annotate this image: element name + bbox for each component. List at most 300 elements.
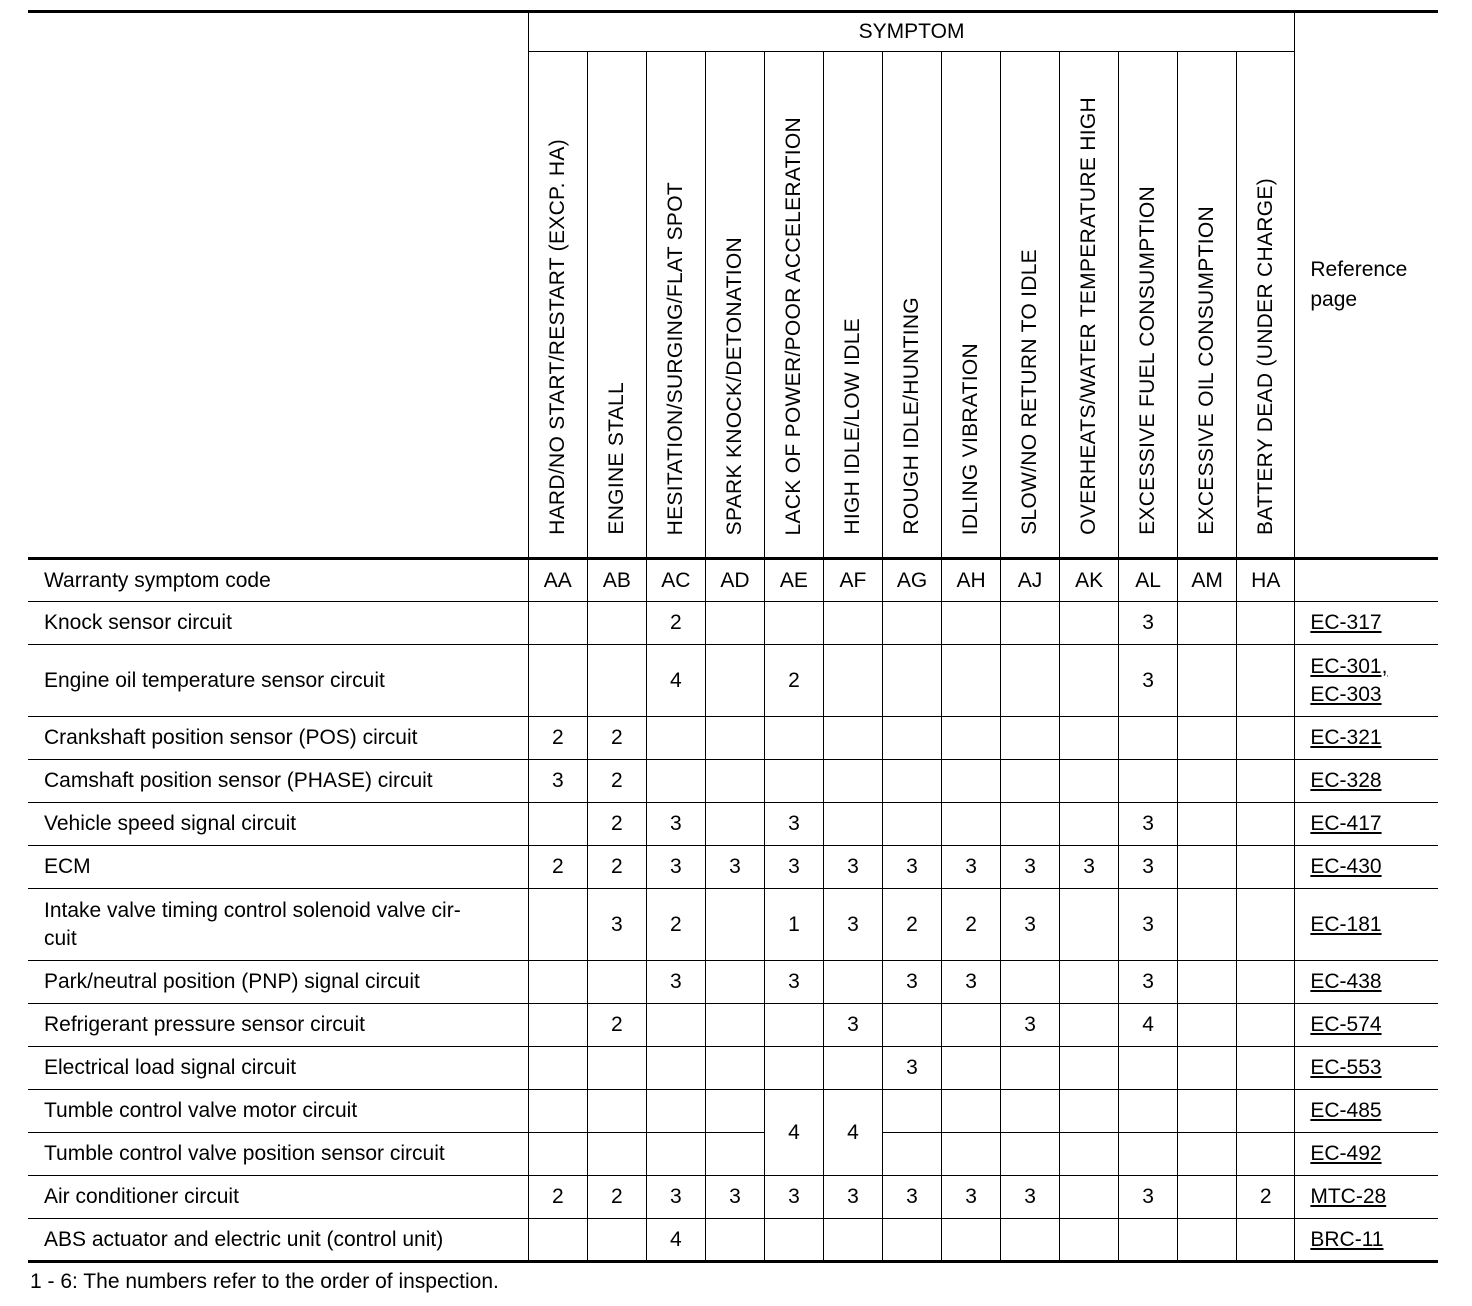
row-label-text: Crankshaft position sensor (POS) circuit xyxy=(44,726,418,749)
symptom-priority-cell xyxy=(1060,889,1119,961)
symptom-priority-cell xyxy=(1237,717,1295,760)
symptom-priority-cell: 2 xyxy=(587,1176,646,1219)
symptom-priority-cell xyxy=(882,602,941,645)
symptom-priority-cell xyxy=(942,1047,1001,1090)
symptom-priority-cell xyxy=(1060,717,1119,760)
symptom-priority-cell xyxy=(1178,1047,1237,1090)
symptom-priority-cell xyxy=(823,645,882,717)
symptom-priority-cell: 2 xyxy=(587,803,646,846)
symptom-priority-cell xyxy=(1237,961,1295,1004)
symptom-priority-cell xyxy=(1060,602,1119,645)
symptom-priority-cell xyxy=(646,1047,705,1090)
reference-page-link[interactable]: BRC-11 xyxy=(1310,1227,1384,1251)
symptom-priority-cell xyxy=(942,602,1001,645)
table-row xyxy=(28,645,1438,717)
reference-page-link[interactable]: EC-417 xyxy=(1310,812,1382,835)
symptom-priority-cell: 2 xyxy=(587,717,646,760)
table-row xyxy=(28,961,1438,1004)
symptom-priority-cell: 3 xyxy=(764,961,823,1004)
symptom-priority-cell xyxy=(587,961,646,1004)
symptom-code: AG xyxy=(882,559,941,602)
symptom-priority-cell: 3 xyxy=(646,1176,705,1219)
symptom-priority-cell xyxy=(1178,760,1237,803)
symptom-priority-cell: 3 xyxy=(882,846,941,889)
symptom-priority-cell xyxy=(1060,803,1119,846)
row-label xyxy=(28,1047,528,1090)
row-label-text: Intake valve timing control solenoid valve cir- xyxy=(44,898,461,922)
reference-page-link[interactable]: EC-303 xyxy=(1310,682,1382,706)
symptom-priority-cell xyxy=(1178,803,1237,846)
reference-page-link[interactable]: EC-438 xyxy=(1310,970,1382,993)
reference-page-cell xyxy=(1295,760,1438,803)
symptom-priority-cell: 3 xyxy=(646,961,705,1004)
symptom-code: AL xyxy=(1119,559,1178,602)
symptom-code: AM xyxy=(1178,559,1237,602)
symptom-priority-cell xyxy=(882,760,941,803)
reference-page-link[interactable]: EC-328 xyxy=(1310,769,1382,792)
symptom-priority-cell xyxy=(1237,803,1295,846)
symptom-priority-cell xyxy=(1060,1219,1119,1262)
symptom-priority-cell xyxy=(823,717,882,760)
symptom-priority-cell xyxy=(882,645,941,717)
symptom-priority-cell xyxy=(646,717,705,760)
row-label-text: ABS actuator and electric unit (control unit) xyxy=(44,1227,444,1251)
symptom-priority-cell: 3 xyxy=(1060,846,1119,889)
symptom-column-name: HIGH IDLE/LOW IDLE xyxy=(840,318,864,535)
symptom-priority-cell: 3 xyxy=(1119,602,1178,645)
symptom-priority-cell xyxy=(587,645,646,717)
symptom-priority-cell xyxy=(764,717,823,760)
symptom-priority-cell: 3 xyxy=(882,961,941,1004)
symptom-priority-cell xyxy=(823,602,882,645)
symptom-priority-cell xyxy=(1237,1004,1295,1047)
symptom-priority-cell xyxy=(882,1133,941,1176)
symptom-priority-cell: 2 xyxy=(764,645,823,717)
reference-page-link[interactable]: EC-574 xyxy=(1310,1013,1382,1036)
symptom-priority-cell: 3 xyxy=(942,846,1001,889)
symptom-code: AA xyxy=(528,559,587,602)
symptom-priority-cell: 3 xyxy=(942,961,1001,1004)
symptom-column-name: ENGINE STALL xyxy=(604,382,628,535)
row-label-text: Engine oil temperature sensor circuit xyxy=(44,668,385,692)
symptom-priority-cell xyxy=(705,645,764,717)
symptom-column-header xyxy=(705,52,764,559)
row-label-text: Tumble control valve position sensor circuit xyxy=(44,1142,445,1165)
symptom-column-header xyxy=(764,52,823,559)
symptom-priority-cell xyxy=(823,803,882,846)
symptom-priority-cell xyxy=(1237,1047,1295,1090)
symptom-priority-cell xyxy=(528,961,587,1004)
symptom-priority-cell xyxy=(705,1090,764,1133)
symptom-priority-cell xyxy=(1060,1133,1119,1176)
symptom-priority-cell xyxy=(1001,645,1060,717)
symptom-priority-cell xyxy=(705,961,764,1004)
symptom-priority-cell xyxy=(1178,602,1237,645)
table-row xyxy=(28,803,1438,846)
symptom-column-name: EXCESSIVE FUEL CONSUMPTION xyxy=(1136,186,1160,535)
symptom-priority-cell: 3 xyxy=(705,1176,764,1219)
symptom-code: AC xyxy=(646,559,705,602)
reference-page-cell xyxy=(1295,846,1438,889)
symptom-priority-cell xyxy=(1237,760,1295,803)
table-row xyxy=(28,1219,1438,1262)
symptom-column-name: HESITATION/SURGING/FLAT SPOT xyxy=(663,181,687,535)
symptom-priority-cell: 3 xyxy=(764,1176,823,1219)
symptom-priority-cell xyxy=(528,1090,587,1133)
symptom-code: AJ xyxy=(1001,559,1060,602)
symptom-column-name: SLOW/NO RETURN TO IDLE xyxy=(1018,249,1042,535)
reference-page-cell xyxy=(1295,645,1438,717)
symptom-priority-cell xyxy=(1001,1133,1060,1176)
symptom-priority-cell xyxy=(705,717,764,760)
row-label-text: ECM xyxy=(44,855,91,878)
symptom-column-header xyxy=(587,52,646,559)
symptom-priority-cell xyxy=(1178,1219,1237,1262)
row-label-text: Air conditioner circuit xyxy=(44,1185,239,1208)
symptom-column-header xyxy=(1001,52,1060,559)
symptom-priority-cell: 3 xyxy=(823,889,882,961)
symptom-priority-cell xyxy=(646,1090,705,1133)
symptom-priority-cell xyxy=(1001,1047,1060,1090)
symptom-priority-cell xyxy=(942,645,1001,717)
reference-page-cell xyxy=(1295,889,1438,961)
row-label xyxy=(28,846,528,889)
symptom-priority-cell xyxy=(1060,1176,1119,1219)
symptom-code: AB xyxy=(587,559,646,602)
row-label-text: Park/neutral position (PNP) signal circuit xyxy=(44,970,420,993)
row-label-text-continued: cuit xyxy=(44,926,77,950)
symptom-header: SYMPTOM xyxy=(528,12,1295,52)
symptom-priority-cell: 2 xyxy=(587,1004,646,1047)
reference-header xyxy=(1295,12,1438,559)
row-label xyxy=(28,961,528,1004)
row-label xyxy=(28,889,528,961)
table-row xyxy=(28,1004,1438,1047)
symptom-priority-cell xyxy=(705,803,764,846)
row-label-text: Knock sensor circuit xyxy=(44,611,232,634)
table-row xyxy=(28,1176,1438,1219)
reference-page-link[interactable]: EC-492 xyxy=(1310,1142,1382,1165)
symptom-priority-cell xyxy=(882,1090,941,1133)
symptom-priority-cell: 3 xyxy=(823,846,882,889)
symptom-priority-cell xyxy=(528,1219,587,1262)
table-row xyxy=(28,717,1438,760)
symptom-column-header xyxy=(1178,52,1237,559)
symptom-priority-cell xyxy=(1237,846,1295,889)
symptom-priority-cell: 3 xyxy=(1119,889,1178,961)
symptom-column-name: HARD/NO START/RESTART (EXCP. HA) xyxy=(545,139,569,535)
reference-page-link[interactable]: EC-485 xyxy=(1310,1099,1382,1122)
symptom-priority-cell xyxy=(942,803,1001,846)
symptom-column-name: OVERHEATS/WATER TEMPERATURE HIGH xyxy=(1077,97,1101,535)
symptom-priority-cell xyxy=(1237,1133,1295,1176)
reference-page-link[interactable]: EC-317 xyxy=(1310,611,1382,634)
symptom-priority-cell xyxy=(1119,1047,1178,1090)
symptom-priority-cell: 2 xyxy=(587,846,646,889)
symptom-priority-cell xyxy=(823,760,882,803)
reference-page-cell xyxy=(1295,1219,1438,1262)
symptom-priority-cell xyxy=(942,1219,1001,1262)
symptom-code: AF xyxy=(823,559,882,602)
symptom-column-name: ROUGH IDLE/HUNTING xyxy=(900,297,923,535)
symptom-column-header xyxy=(1119,52,1178,559)
reference-header-line2: page xyxy=(1310,288,1358,311)
symptom-priority-cell xyxy=(882,803,941,846)
symptom-priority-cell: 2 xyxy=(646,889,705,961)
symptom-priority-cell xyxy=(1060,1090,1119,1133)
symptom-priority-cell xyxy=(528,1047,587,1090)
symptom-priority-cell xyxy=(646,1133,705,1176)
symptom-priority-cell xyxy=(1178,1090,1237,1133)
symptom-priority-cell: 3 xyxy=(1001,1176,1060,1219)
symptom-priority-cell xyxy=(705,602,764,645)
reference-page-link[interactable]: EC-321 xyxy=(1310,726,1382,749)
symptom-priority-cell xyxy=(1001,1219,1060,1262)
symptom-priority-cell xyxy=(1119,1219,1178,1262)
symptom-priority-cell xyxy=(823,1219,882,1262)
table-row xyxy=(28,760,1438,803)
row-label-text: Refrigerant pressure sensor circuit xyxy=(44,1013,365,1036)
row-label xyxy=(28,1219,528,1262)
symptom-priority-cell: 3 xyxy=(587,889,646,961)
symptom-code: HA xyxy=(1237,559,1295,602)
symptom-priority-cell xyxy=(528,1133,587,1176)
symptom-priority-cell: 3 xyxy=(882,1176,941,1219)
symptom-priority-cell xyxy=(587,1090,646,1133)
symptom-priority-cell: 2 xyxy=(646,602,705,645)
symptom-priority-cell xyxy=(1178,645,1237,717)
symptom-priority-cell xyxy=(646,760,705,803)
symptom-priority-cell xyxy=(587,1133,646,1176)
code-row-label: Warranty symptom code xyxy=(28,559,528,602)
symptom-priority-cell xyxy=(1060,1004,1119,1047)
symptom-priority-cell xyxy=(1119,1133,1178,1176)
symptom-priority-cell xyxy=(705,1219,764,1262)
symptom-priority-cell xyxy=(942,1133,1001,1176)
symptom-priority-cell xyxy=(587,1047,646,1090)
symptom-column-name: EXCESSIVE OIL CONSUMPTION xyxy=(1195,206,1219,535)
reference-page-cell xyxy=(1295,717,1438,760)
symptom-priority-cell xyxy=(764,602,823,645)
symptom-priority-cell: 2 xyxy=(528,717,587,760)
symptom-priority-cell xyxy=(528,803,587,846)
symptom-priority-cell xyxy=(1237,1090,1295,1133)
symptom-priority-cell xyxy=(1237,645,1295,717)
symptom-priority-cell xyxy=(764,1219,823,1262)
symptom-priority-cell: 3 xyxy=(1119,961,1178,1004)
symptom-column-name: SPARK KNOCK/DETONATION xyxy=(722,236,746,535)
table-row xyxy=(28,602,1438,645)
symptom-priority-cell xyxy=(1001,961,1060,1004)
symptom-priority-cell xyxy=(1060,1047,1119,1090)
symptom-priority-cell: 3 xyxy=(823,1176,882,1219)
symptom-priority-cell xyxy=(882,717,941,760)
reference-header-line1: Reference xyxy=(1310,258,1408,281)
symptom-priority-cell xyxy=(942,717,1001,760)
table-row xyxy=(28,846,1438,889)
symptom-priority-cell xyxy=(1001,760,1060,803)
table-row xyxy=(28,1047,1438,1090)
symptom-priority-cell xyxy=(1119,1090,1178,1133)
symptom-priority-cell xyxy=(1060,645,1119,717)
symptom-table xyxy=(28,10,1438,1263)
symptom-column-header xyxy=(942,52,1001,559)
reference-page-cell xyxy=(1295,1047,1438,1090)
symptom-priority-cell xyxy=(942,1004,1001,1047)
symptom-priority-cell xyxy=(705,1133,764,1176)
symptom-priority-cell xyxy=(528,889,587,961)
symptom-priority-cell: 3 xyxy=(646,846,705,889)
row-label-text: Tumble control valve motor circuit xyxy=(44,1099,358,1122)
symptom-priority-cell xyxy=(1237,1219,1295,1262)
reference-page-cell xyxy=(1295,803,1438,846)
symptom-priority-cell xyxy=(764,1047,823,1090)
table-row xyxy=(28,1133,1438,1176)
symptom-priority-cell: 1 xyxy=(764,889,823,961)
row-label-text: Vehicle speed signal circuit xyxy=(44,812,297,835)
symptom-priority-cell: 3 xyxy=(528,760,587,803)
symptom-priority-cell: 3 xyxy=(942,1176,1001,1219)
symptom-priority-cell: 4 xyxy=(646,645,705,717)
symptom-column-header xyxy=(1060,52,1119,559)
symptom-priority-cell: 3 xyxy=(705,846,764,889)
symptom-priority-cell xyxy=(528,645,587,717)
table-row xyxy=(28,1090,1438,1133)
row-label xyxy=(28,717,528,760)
symptom-column-header xyxy=(882,52,941,559)
symptom-priority-cell: 2 xyxy=(587,760,646,803)
symptom-column-header xyxy=(1237,52,1295,559)
symptom-priority-cell xyxy=(1178,717,1237,760)
row-label xyxy=(28,1176,528,1219)
row-label xyxy=(28,602,528,645)
table-row xyxy=(28,889,1438,961)
symptom-priority-cell xyxy=(942,1090,1001,1133)
symptom-priority-cell xyxy=(882,1004,941,1047)
symptom-priority-cell xyxy=(1178,1176,1237,1219)
reference-page-cell xyxy=(1295,1090,1438,1133)
symptom-priority-cell: 2 xyxy=(528,846,587,889)
symptom-priority-cell: 2 xyxy=(942,889,1001,961)
symptom-code: AD xyxy=(705,559,764,602)
symptom-priority-cell xyxy=(764,1004,823,1047)
symptom-priority-cell: 2 xyxy=(882,889,941,961)
symptom-priority-cell xyxy=(1001,717,1060,760)
symptom-priority-cell xyxy=(646,1004,705,1047)
symptom-priority-cell xyxy=(587,602,646,645)
symptom-priority-cell xyxy=(705,1047,764,1090)
symptom-priority-cell xyxy=(1178,846,1237,889)
symptom-priority-cell xyxy=(1237,889,1295,961)
symptom-code: AH xyxy=(942,559,1001,602)
row-label xyxy=(28,1090,528,1133)
symptom-priority-cell: 4 xyxy=(764,1090,823,1176)
symptom-priority-cell: 3 xyxy=(1119,1176,1178,1219)
symptom-column-name: IDLING VIBRATION xyxy=(959,342,983,535)
symptom-priority-cell xyxy=(942,760,1001,803)
symptom-priority-cell xyxy=(705,1004,764,1047)
symptom-priority-cell xyxy=(1178,961,1237,1004)
symptom-priority-cell xyxy=(823,1047,882,1090)
symptom-priority-cell xyxy=(1001,602,1060,645)
symptom-priority-cell: 3 xyxy=(1001,1004,1060,1047)
symptom-priority-cell xyxy=(1001,803,1060,846)
reference-page-cell xyxy=(1295,1176,1438,1219)
symptom-column-name: BATTERY DEAD (UNDER CHARGE) xyxy=(1253,178,1277,535)
reference-page-link[interactable]: EC-301, xyxy=(1310,654,1388,678)
symptom-priority-cell: 2 xyxy=(1237,1176,1295,1219)
symptom-priority-cell xyxy=(823,961,882,1004)
symptom-priority-cell xyxy=(705,760,764,803)
symptom-priority-cell xyxy=(1001,1090,1060,1133)
row-label xyxy=(28,803,528,846)
symptom-code: AK xyxy=(1060,559,1119,602)
reference-page-link[interactable]: MTC-28 xyxy=(1310,1185,1387,1208)
symptom-priority-cell xyxy=(1237,602,1295,645)
symptom-priority-cell xyxy=(1119,760,1178,803)
reference-page-cell xyxy=(1295,602,1438,645)
symptom-priority-cell xyxy=(882,1219,941,1262)
symptom-priority-cell xyxy=(587,1219,646,1262)
symptom-priority-cell xyxy=(1178,1133,1237,1176)
symptom-priority-cell: 4 xyxy=(1119,1004,1178,1047)
symptom-priority-cell: 2 xyxy=(528,1176,587,1219)
symptom-priority-cell xyxy=(1060,961,1119,1004)
corner-cell xyxy=(28,12,528,559)
symptom-priority-cell xyxy=(1178,1004,1237,1047)
symptom-priority-cell xyxy=(528,602,587,645)
reference-page-link[interactable]: EC-181 xyxy=(1310,912,1382,936)
row-label-text: Camshaft position sensor (PHASE) circuit xyxy=(44,769,433,792)
symptom-priority-cell xyxy=(1178,889,1237,961)
symptom-priority-cell: 3 xyxy=(1001,889,1060,961)
symptom-priority-cell xyxy=(1119,717,1178,760)
code-row-reference-blank xyxy=(1295,559,1438,602)
symptom-priority-cell xyxy=(528,1004,587,1047)
reference-page-link[interactable]: EC-430 xyxy=(1310,855,1382,878)
symptom-priority-cell: 3 xyxy=(764,803,823,846)
footnote: 1 - 6: The numbers refer to the order of inspection. xyxy=(30,1270,499,1293)
symptom-code: AE xyxy=(764,559,823,602)
symptom-column-header xyxy=(528,52,587,559)
symptom-priority-cell xyxy=(764,760,823,803)
symptom-priority-cell: 3 xyxy=(823,1004,882,1047)
symptom-priority-cell: 3 xyxy=(882,1047,941,1090)
symptom-priority-cell xyxy=(705,889,764,961)
symptom-priority-cell: 3 xyxy=(1119,645,1178,717)
symptom-column-header xyxy=(646,52,705,559)
symptom-priority-cell: 3 xyxy=(646,803,705,846)
symptom-priority-cell: 3 xyxy=(1119,846,1178,889)
symptom-priority-cell: 3 xyxy=(1001,846,1060,889)
row-label xyxy=(28,760,528,803)
symptom-priority-cell: 4 xyxy=(823,1090,882,1176)
symptom-column-name: LACK OF POWER/POOR ACCELERATION xyxy=(781,116,805,535)
row-label xyxy=(28,1133,528,1176)
symptom-column-header xyxy=(823,52,882,559)
reference-page-cell xyxy=(1295,1004,1438,1047)
row-label xyxy=(28,645,528,717)
row-label-text: Electrical load signal circuit xyxy=(44,1056,297,1079)
symptom-priority-cell: 4 xyxy=(646,1219,705,1262)
row-label xyxy=(28,1004,528,1047)
symptom-priority-cell xyxy=(1060,760,1119,803)
reference-page-link[interactable]: EC-553 xyxy=(1310,1056,1382,1079)
reference-page-cell xyxy=(1295,1133,1438,1176)
symptom-priority-cell: 3 xyxy=(764,846,823,889)
symptom-priority-cell: 3 xyxy=(1119,803,1178,846)
reference-page-cell xyxy=(1295,961,1438,1004)
